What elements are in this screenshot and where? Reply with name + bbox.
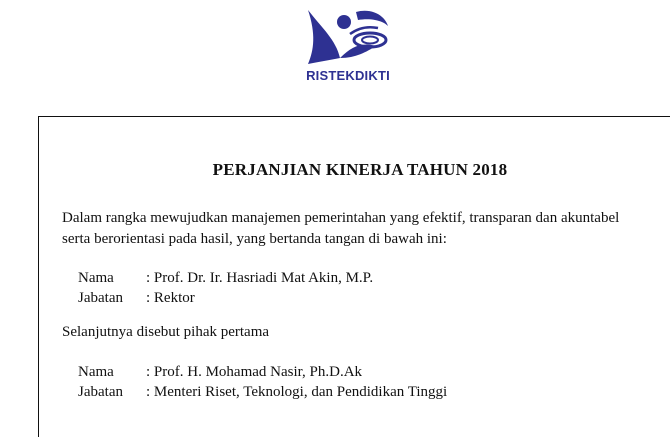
party2-name-value: : Prof. H. Mohamad Nasir, Ph.D.Ak xyxy=(146,364,363,380)
party1-position-value: : Rektor xyxy=(146,290,195,306)
party1-name-row xyxy=(78,268,373,288)
party2-position-label: Jabatan xyxy=(78,384,123,400)
ristekdikti-logo-icon xyxy=(300,6,396,72)
party1-note: Selanjutnya disebut pihak pertama xyxy=(62,324,270,340)
party2-name-row xyxy=(78,362,362,382)
intro-paragraph xyxy=(62,208,662,250)
ristekdikti-logo xyxy=(300,6,396,92)
party2-position-row xyxy=(78,382,447,402)
intro-line-2: serta berorientasi pada hasil, yang bertanda tangan di bawah ini: xyxy=(62,231,447,247)
intro-line-1: Dalam rangka mewujudkan manajemen pemerintahan yang efektif, transparan dan akuntabel xyxy=(62,210,620,226)
party1-name-value: : Prof. Dr. Ir. Hasriadi Mat Akin, M.P. xyxy=(146,270,374,286)
party2-position-value: : Menteri Riset, Teknologi, dan Pendidikan Tinggi xyxy=(146,384,448,400)
document-title: PERJANJIAN KINERJA TAHUN 2018 xyxy=(212,160,508,179)
party1-name-label: Nama xyxy=(78,270,114,286)
party2-name-label: Nama xyxy=(78,364,114,380)
party1-position-row xyxy=(78,288,195,308)
party1-position-label: Jabatan xyxy=(78,290,123,306)
logo-wordmark: RISTEKDIKTI xyxy=(306,68,390,83)
